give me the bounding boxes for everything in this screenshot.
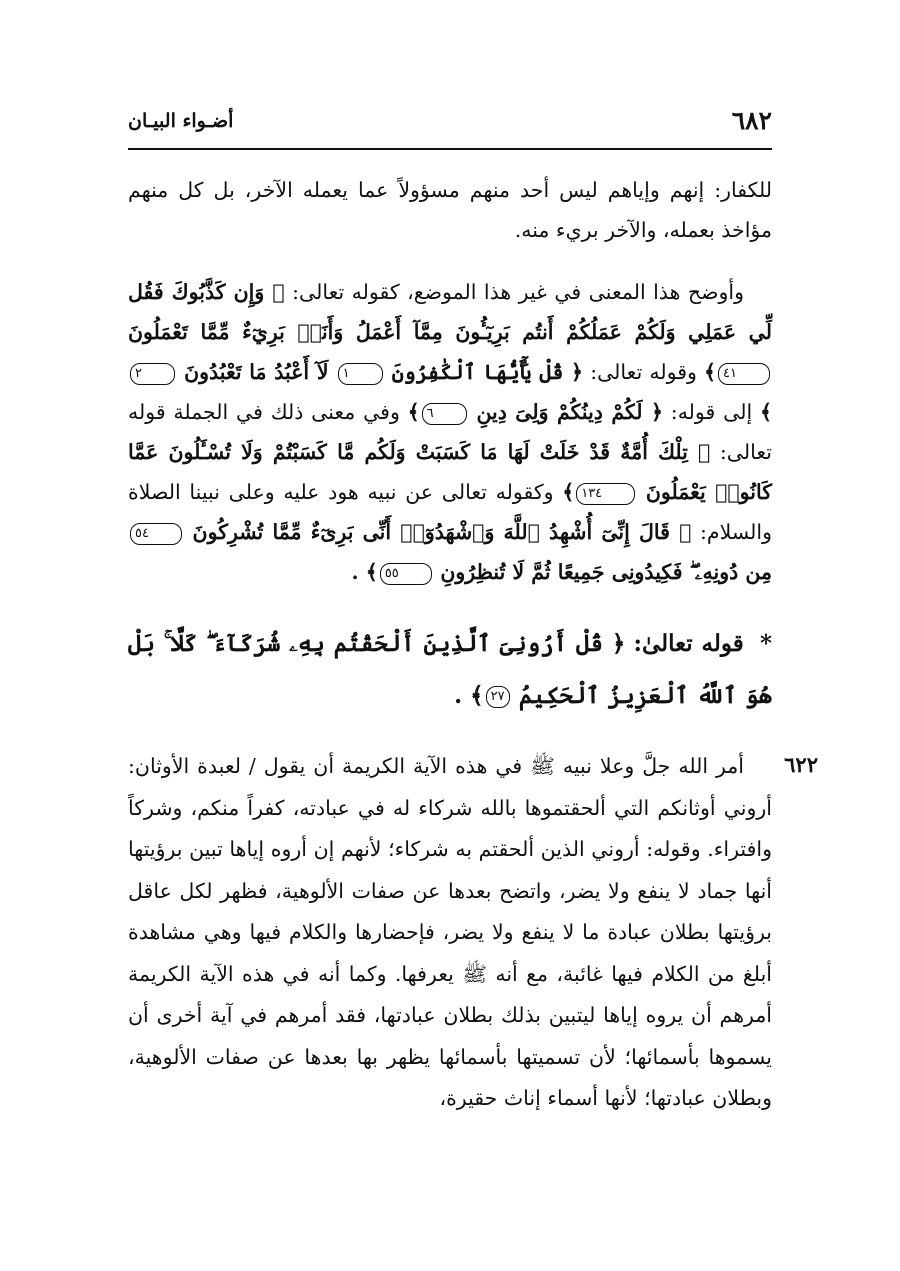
- ayah-number-marker: ١٣٤: [576, 483, 635, 505]
- quran-verse: ﴿ لَكُمْ دِينُكُمْ وَلِىَ دِينِ: [476, 400, 663, 424]
- verse-label: قوله تعالىٰ:: [633, 630, 744, 657]
- connector-text: وقوله تعالى:: [590, 360, 697, 384]
- star-marker: *: [759, 630, 772, 657]
- quran-bracket: ﴾ .: [454, 682, 484, 709]
- quran-bracket: ﴾: [704, 360, 717, 384]
- quran-bracket: ﴾: [407, 400, 420, 424]
- ayah-number-marker: ٦: [422, 403, 467, 425]
- commentary-paragraph: أمر الله جلَّ وعلا نبيه ﷺ في هذه الآية الكريمة أن يقول / لعبدة الأوثان: أروني أوثانكم التي ألحقتموها بالله شركاء له في عبادته، كفراً منكم، وشركاً وافتراء. وقوله: أروني الذين ألحقتم به شركاء؛ لأنهم إن أروه إياها تبين برؤيتها أنها جماد لا ينفع ولا يضر، واتضح بعدها عن صفات الألوهية، فظهر لكل عاقل برؤيتها بطلان عبادة ما لا ينفع ولا يضر، فإحضارها والكلام فيها وهي مشاهدة أبلغ من الكلام فيها غائبة، مع أنه ﷺ يعرفها. وكما أنه في هذه الآية الكريمة أمرهم أن يروه إياها ليتبين بذلك بطلان عبادتها، فقد أمرهم في آية أخرى أن يسموها بأسمائها؛ لأن تسميتها بأسمائها يظهر بها بعدها عن صفات الألوهية، وبطلان عبادتها؛ لأنها أسماء إناث حقيرة،: [128, 754, 772, 1110]
- page-number: ٦٨٢: [731, 106, 772, 135]
- page-content: [128, 170, 772, 1120]
- running-title: أضـواء البيـان: [128, 110, 234, 132]
- quran-verse: ﴿ قُلْ أَرُونِىَ ٱلَّذِينَ أَلْحَقْتُم بِهِۦ شُرَكَآءَ ۖ كَلَّا ۚ بَلْ هُوَ ٱللَّهُ ٱلْعَزِيزُ ٱلْحَكِيمُ: [128, 630, 772, 709]
- quran-bracket: ﴾: [759, 400, 772, 424]
- quran-bracket: ﴾ .: [351, 560, 378, 584]
- quran-verse: لَآ أَعْبُدُ مَا تَعْبُدُونَ: [184, 360, 329, 384]
- quran-verse: ﴿ تِلْكَ أُمَّةٌ قَدْ خَلَتْ لَهَا مَا كَسَبَتْ وَلَكُم مَّا كَسَبْتُمْ وَلَا تُسْـَٔلُونَ عَمَّا كَانُوا۟ يَعْمَلُونَ: [128, 440, 772, 504]
- paragraph-continuation: للكفار: إنهم وإياهم ليس أحد منهم مسؤولاً عما يعمله الآخر، بل كل منهم مؤاخذ بعمله، والآخر بريء منه.: [128, 178, 772, 242]
- quran-verse: ﴿ وَإِن كَذَّبُوكَ فَقُل لِّي عَمَلِي وَلَكُمْ عَمَلُكُمْ أَنتُم بَرِيٓـُٔونَ مِمَّآ أَعْمَلُ وَأَنَا۠ بَرِيٓءٌ مِّمَّا تَعْمَلُونَ: [128, 280, 772, 344]
- page-header: [128, 104, 772, 150]
- ayah-number-marker: ٤١: [718, 363, 770, 385]
- ayah-number-marker: ٢: [130, 363, 175, 385]
- connector-text: وكقوله تعالى عن نبيه هود عليه وعلى نبينا الصلاة والسلام:: [128, 480, 772, 544]
- intro-text: وأوضح هذا المعنى في غير هذا الموضع، كقوله تعالى:: [292, 280, 744, 304]
- verse-heading: [128, 618, 772, 722]
- connector-text: وفي معنى ذلك في الجملة قوله تعالى:: [128, 400, 772, 464]
- quran-bracket: ﴾: [562, 480, 575, 504]
- ayah-number-marker: ١: [338, 363, 383, 385]
- ayah-number-marker: ٢٧: [486, 686, 510, 708]
- connector-text: إلى قوله:: [670, 400, 753, 424]
- quran-verse: مِن دُونِهِۦ ۖ فَكِيدُونِى جَمِيعًا ثُمَّ لَا تُنظِرُونِ: [440, 560, 772, 584]
- ayah-number-marker: ٥٤: [130, 523, 182, 545]
- quran-verse: ﴿ قَالَ إِنِّىٓ أُشْهِدُ ٱللَّهَ وَٱشْهَدُوٓا۟ أَنِّى بَرِىٓءٌ مِّمَّا تُشْرِكُونَ: [192, 520, 692, 544]
- quran-verse: ﴿ قُلْ يَٰٓأَيُّهَا ٱلْكَٰفِرُونَ: [391, 360, 584, 384]
- ayah-number-marker: ٥٥: [380, 563, 432, 585]
- margin-page-reference: ٦٢٢: [784, 752, 818, 777]
- paragraph-examples: [128, 272, 772, 592]
